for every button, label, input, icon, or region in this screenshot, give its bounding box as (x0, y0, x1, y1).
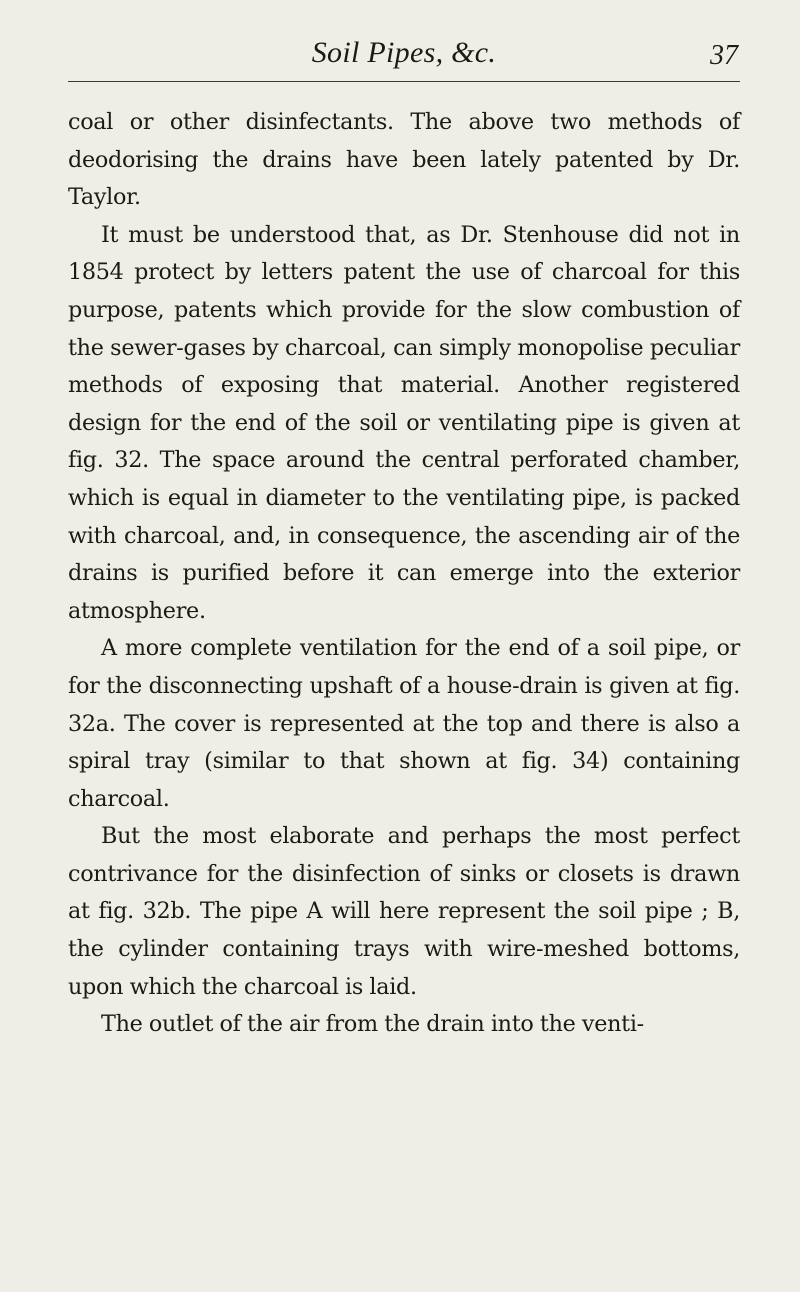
paragraph-5: The outlet of the air from the drain into the venti- (101, 1011, 644, 1038)
page-number: 37 (710, 40, 738, 71)
header-rule (68, 81, 740, 82)
running-title: Soil Pipes, &c. (311, 36, 497, 69)
paragraph-3: A more complete ventilation for the end of a soil pipe, or for the disconnecting upshaft of a house-drain is given at fig. 32a. The cover is represented at the top and there is also a spiral tray (similar to that shown at fig. 34) containing charcoal. (68, 635, 740, 812)
paragraph-4: But the most elaborate and perhaps the most perfect contrivance for the disinfection of sinks or closets is drawn at fig. 32b. The pipe A will here represent the soil pipe ; B, the cylinder containing trays with wire-meshed bottoms, upon which the charcoal is laid. (68, 823, 740, 1000)
page-header (68, 30, 740, 70)
body-text (68, 104, 740, 1044)
paragraph-2: It must be understood that, as Dr. Stenhouse did not in 1854 protect by letters patent the use of charcoal for this purpose, patents which provide for the slow combustion of the sewer-gases by charcoal, can simply monopolise peculiar methods of exposing that material. Another registered design for the end of the soil or ventilating pipe is given at fig. 32. The space around the central perforated chamber, which is equal in diameter to the ventilating pipe, is packed with charcoal, and, in consequence, the ascending air of the drains is purified before it can emerge into the exterior atmosphere. (68, 221, 740, 624)
paragraph-1: coal or other disinfectants. The above two methods of deodorising the drains have been lately patented by Dr. Taylor. (68, 109, 740, 211)
